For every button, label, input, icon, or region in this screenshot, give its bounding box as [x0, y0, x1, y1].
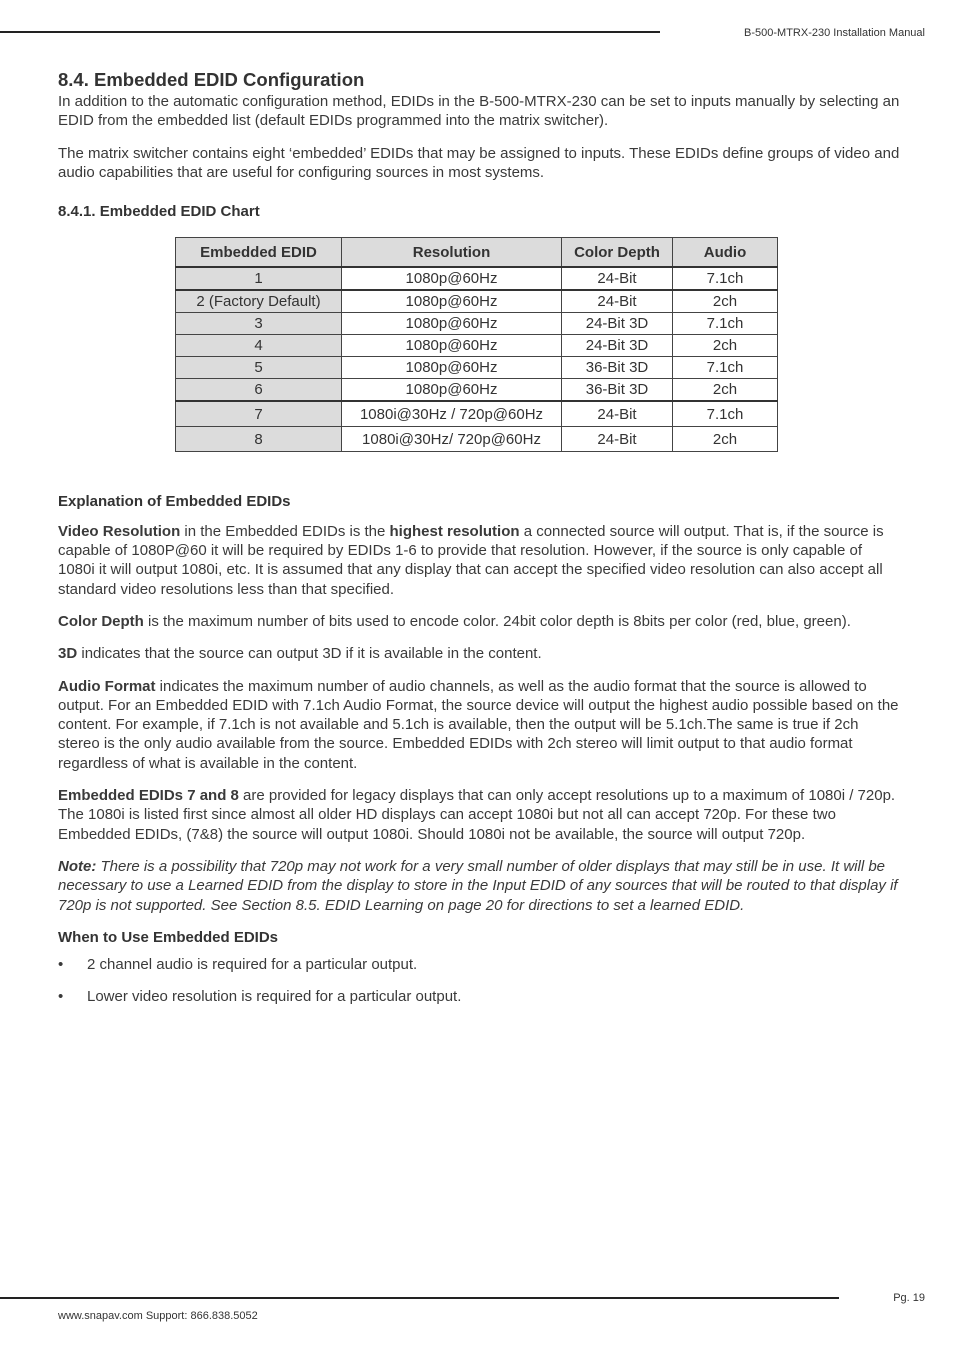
- table-cell: 7.1ch: [673, 267, 778, 290]
- table-cell: 1080p@60Hz: [342, 357, 562, 379]
- table-cell: 1080p@60Hz: [342, 313, 562, 335]
- table-cell: 36-Bit 3D: [562, 357, 673, 379]
- table-cell: 1080p@60Hz: [342, 335, 562, 357]
- legacy-edids-paragraph: [58, 786, 900, 844]
- when-to-use-title: When to Use Embedded EDIDs: [58, 928, 279, 946]
- table-row: [176, 267, 778, 290]
- text-span: indicates that the source can output 3D if it is available in the content.: [77, 645, 542, 663]
- table-cell: 2ch: [673, 379, 778, 402]
- table-cell: 24-Bit: [562, 267, 673, 290]
- subsection-title: 8.4.1. Embedded EDID Chart: [58, 203, 260, 221]
- legacy-edids-label: Embedded EDIDs 7 and 8: [58, 787, 239, 805]
- table-cell: 6: [176, 379, 342, 402]
- text-span: indicates the maximum number of audio channels, as well as the audio format that the source is allowed to output. For an Embedded EDID with 7.1ch Audio Format, the source device will output the highest audio possible based on the content. For example, if 7.1ch is not available and 5.1ch is available, then the output will be 5.1ch.The same is true if 2ch stereo is the only audio available from the source. Embedded EDIDs with 2ch stereo will limit output to that audio format regardless of what is available in the content.: [58, 677, 899, 772]
- table-cell: 7.1ch: [673, 357, 778, 379]
- color-depth-paragraph: [58, 612, 900, 631]
- column-header: Audio: [673, 238, 778, 268]
- table-cell: 7.1ch: [673, 313, 778, 335]
- intro-paragraph-2: The matrix switcher contains eight ‘embedded’ EDIDs that may be assigned to inputs. These EDIDs define groups of video and audio capabilities that are useful for configuring sources in most systems.: [58, 144, 900, 181]
- table-cell: 2ch: [673, 335, 778, 357]
- table-cell: 2 (Factory Default): [176, 290, 342, 313]
- table-row: [176, 335, 778, 357]
- table-cell: 8: [176, 427, 342, 452]
- footer-rule: [0, 1297, 839, 1299]
- table-cell: 1080p@60Hz: [342, 267, 562, 290]
- embedded-edid-table: [175, 237, 778, 452]
- note-label: Note:: [58, 857, 97, 875]
- list-item: • 2 channel audio is required for a particular output.: [58, 955, 900, 974]
- table-cell: 7: [176, 401, 342, 427]
- 3d-paragraph: [58, 644, 900, 663]
- table-cell: 24-Bit 3D: [562, 313, 673, 335]
- table-row: [176, 427, 778, 452]
- column-header: Resolution: [342, 238, 562, 268]
- page-number: Pg. 19: [893, 1292, 925, 1304]
- video-resolution-paragraph: [58, 522, 900, 599]
- footer-contact: www.snapav.com Support: 866.838.5052: [58, 1310, 258, 1322]
- table-cell: 2ch: [673, 427, 778, 452]
- manual-title: B-500-MTRX-230 Installation Manual: [744, 27, 925, 39]
- table-cell: 24-Bit 3D: [562, 335, 673, 357]
- table-row: [176, 401, 778, 427]
- text-span: a connected source will output. That is, if the source is capable of 1080P@60 it will be required by EDIDs 1-6 to provide that resolution. However, if the source is only capable of 1080i it will output 1080i, etc. It is assumed that any display that can accept the specified video resolution can also accept all standard video resolutions less than that specified.: [58, 522, 884, 598]
- table-cell: 1080p@60Hz: [342, 379, 562, 402]
- table-cell: 5: [176, 357, 342, 379]
- table-cell: 2ch: [673, 290, 778, 313]
- column-header: Color Depth: [562, 238, 673, 268]
- page-content: [58, 68, 900, 1020]
- table-row: [176, 290, 778, 313]
- table-header-row: [176, 238, 778, 268]
- video-resolution-label: Video Resolution: [58, 522, 181, 540]
- audio-format-label: Audio Format: [58, 677, 156, 695]
- table-cell: 1080i@30Hz/ 720p@60Hz: [342, 427, 562, 452]
- table-cell: 4: [176, 335, 342, 357]
- table-cell: 1: [176, 267, 342, 290]
- note-paragraph: [58, 857, 900, 915]
- highest-resolution-label: highest resolution: [389, 522, 520, 540]
- table-cell: 1080p@60Hz: [342, 290, 562, 313]
- text-span: is the maximum number of bits used to encode color. 24bit color depth is 8bits per color (red, blue, green).: [143, 612, 851, 630]
- table-row: [176, 357, 778, 379]
- audio-format-paragraph: [58, 677, 900, 773]
- header-rule: [0, 31, 660, 33]
- 3d-label: 3D: [58, 645, 78, 663]
- explanation-title: Explanation of Embedded EDIDs: [58, 493, 291, 511]
- color-depth-label: Color Depth: [58, 612, 144, 630]
- table-row: [176, 379, 778, 402]
- table-cell: 3: [176, 313, 342, 335]
- text-span: There is a possibility that 720p may not work for a very small number of older displays that may still be in use. It will be necessary to use a Learned EDID from the display to store in the Input EDID of any sources that will be routed to that display if 720p is not supported. See Section 8.5. EDID Learning on page 20 for directions to set a learned EDID.: [58, 857, 898, 914]
- table-cell: 24-Bit: [562, 401, 673, 427]
- when-to-use-list: [58, 955, 900, 1007]
- table-cell: 1080i@30Hz / 720p@60Hz: [342, 401, 562, 427]
- table-cell: 7.1ch: [673, 401, 778, 427]
- intro-paragraph-1: In addition to the automatic configuration method, EDIDs in the B-500-MTRX-230 can be set to inputs manually by selecting an EDID from the embedded list (default EDIDs programmed into the matrix switcher).: [58, 93, 900, 130]
- table-cell: 24-Bit: [562, 290, 673, 313]
- text-span: are provided for legacy displays that can only accept resolutions up to a maximum of 1080i / 720p. The 1080i is listed first since almost all older HD displays can accept 1080i but not all can accept 720p. For these two Embedded EDIDs, (7&8) the source will output 1080i. Should 1080i not be available, the source will output 720p.: [58, 787, 896, 843]
- table-cell: 36-Bit 3D: [562, 379, 673, 402]
- text-span: in the Embedded EDIDs is the: [180, 522, 390, 540]
- table-cell: 24-Bit: [562, 427, 673, 452]
- list-item: • Lower video resolution is required for a particular output.: [58, 987, 900, 1006]
- column-header: Embedded EDID: [176, 238, 342, 268]
- table-row: [176, 313, 778, 335]
- section-title: 8.4. Embedded EDID Configuration: [58, 69, 365, 90]
